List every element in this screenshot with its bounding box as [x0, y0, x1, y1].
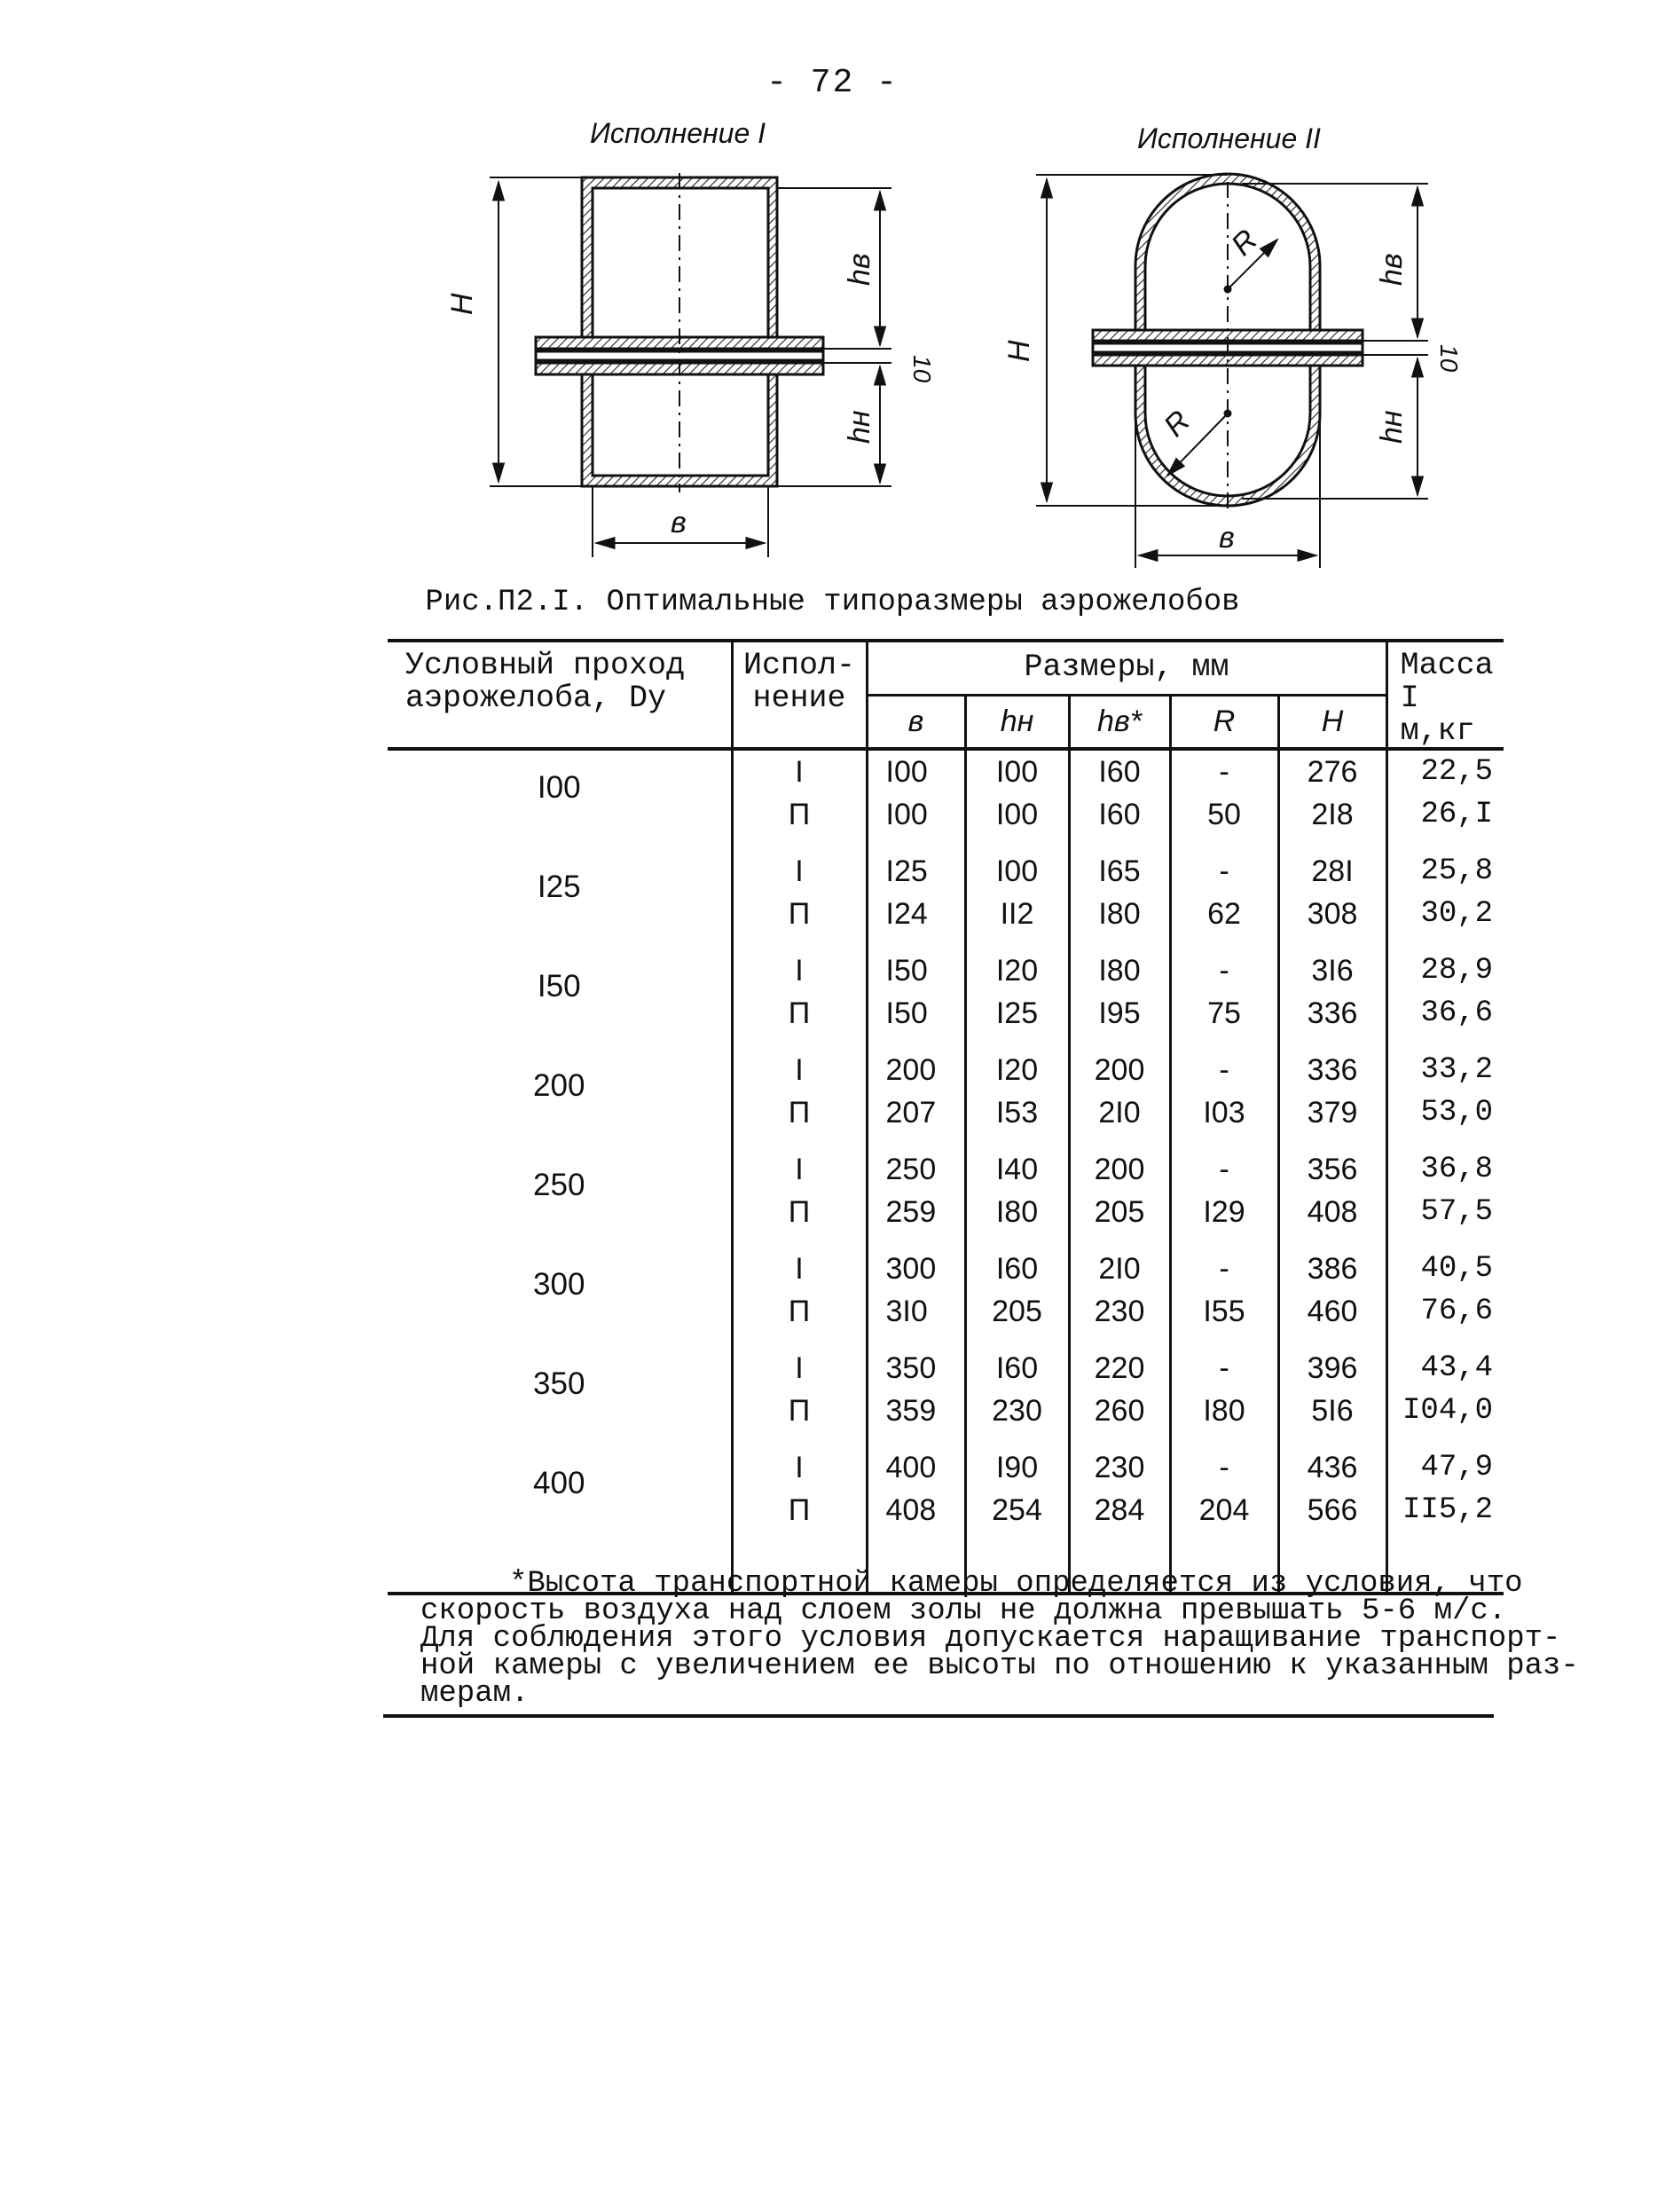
b-cell: 408: [867, 1489, 965, 1531]
footnote-line-1: *Высота транспортной камеры определяется из условия, что: [509, 1567, 1523, 1601]
version-cell: I: [732, 1446, 867, 1489]
h-cell: 2I8: [1278, 793, 1386, 836]
gap-cell: [732, 836, 867, 850]
v1-label-hn: hн: [843, 410, 876, 444]
b-cell: 3I0: [867, 1290, 965, 1333]
b-cell: I00: [867, 749, 965, 793]
header-r: R: [1170, 695, 1278, 749]
footnote: [420, 1567, 1579, 1711]
header-dy: [388, 641, 732, 749]
footnote-line-5: мерам.: [420, 1677, 530, 1711]
gap-cell: [965, 935, 1069, 949]
gap-cell: [388, 836, 732, 850]
mass-cell: 30,2: [1386, 893, 1504, 935]
hn-cell: I90: [965, 1446, 1069, 1489]
hn-cell: I80: [965, 1191, 1069, 1233]
h-cell: 386: [1278, 1248, 1386, 1290]
b-cell: I50: [867, 949, 965, 992]
b-cell: 300: [867, 1248, 965, 1290]
mass-cell: 25,8: [1386, 850, 1504, 893]
r-cell: 50: [1170, 793, 1278, 836]
h-cell: 3I6: [1278, 949, 1386, 992]
gap-cell: [1278, 836, 1386, 850]
mass-cell: 47,9: [1386, 1446, 1504, 1489]
table-row: [388, 949, 1504, 992]
hn-cell: 230: [965, 1389, 1069, 1432]
table-row: [388, 1049, 1504, 1091]
page-number: - 72 -: [766, 64, 899, 102]
hn-cell: I20: [965, 1049, 1069, 1091]
gap-cell: [388, 1333, 732, 1347]
gap-cell: [732, 1134, 867, 1148]
header-mass-line2: I м,кг: [1400, 680, 1475, 749]
dy-cell: I00: [537, 770, 581, 806]
version-cell: П: [732, 992, 867, 1035]
version-cell: I: [732, 1248, 867, 1290]
gap-cell: [965, 1432, 1069, 1446]
mass-cell: 76,6: [1386, 1290, 1504, 1333]
gap-cell: [1278, 1134, 1386, 1148]
gap-cell: [965, 1134, 1069, 1148]
table-row: [388, 850, 1504, 893]
v2-label-R-top: R: [1224, 223, 1265, 263]
b-cell: I50: [867, 992, 965, 1035]
dy-cell: I50: [537, 969, 581, 1004]
header-h: H: [1278, 695, 1386, 749]
version-cell: I: [732, 850, 867, 893]
hn-cell: I40: [965, 1148, 1069, 1191]
hv-cell: I80: [1069, 893, 1170, 935]
r-cell: 75: [1170, 992, 1278, 1035]
gap-cell: [732, 1035, 867, 1049]
mass-cell: 40,5: [1386, 1248, 1504, 1290]
r-cell: -: [1170, 1049, 1278, 1091]
h-cell: 396: [1278, 1347, 1386, 1389]
gap-cell: [1386, 836, 1504, 850]
gap-cell: [1170, 1134, 1278, 1148]
gap-cell: [1069, 836, 1170, 850]
row-gap: [388, 1333, 1504, 1347]
dy-cell: I25: [537, 870, 581, 905]
version-cell: I: [732, 1049, 867, 1091]
mass-cell: 33,2: [1386, 1049, 1504, 1091]
hn-cell: I53: [965, 1091, 1069, 1134]
mass-cell: 36,6: [1386, 992, 1504, 1035]
gap-cell: [1386, 1035, 1504, 1049]
r-cell: -: [1170, 1446, 1278, 1489]
header-version-line2: нение: [752, 680, 846, 716]
footnote-line-2: скорость воздуха над слоем золы не должна превышать 5-6 м/с.: [420, 1594, 1507, 1628]
hn-cell: I00: [965, 793, 1069, 836]
h-cell: 276: [1278, 749, 1386, 793]
version-cell: I: [732, 1148, 867, 1191]
variant-1-title: Исполнение I: [590, 117, 766, 149]
gap-cell: [1278, 1035, 1386, 1049]
gap-cell: [965, 836, 1069, 850]
h-cell: 566: [1278, 1489, 1386, 1531]
hn-cell: I60: [965, 1248, 1069, 1290]
gap-cell: [1170, 1233, 1278, 1248]
gap-cell: [732, 1333, 867, 1347]
mass-cell: 28,9: [1386, 949, 1504, 992]
row-gap: [388, 1432, 1504, 1446]
hv-cell: 284: [1069, 1489, 1170, 1531]
mass-cell: II5,2: [1386, 1489, 1504, 1531]
hv-cell: I80: [1069, 949, 1170, 992]
r-cell: -: [1170, 850, 1278, 893]
gap-cell: [1170, 1035, 1278, 1049]
b-cell: 259: [867, 1191, 965, 1233]
hv-cell: 2I0: [1069, 1091, 1170, 1134]
header-version: [732, 641, 867, 749]
h-cell: 336: [1278, 1049, 1386, 1091]
gap-cell: [388, 1134, 732, 1148]
table-row: [388, 1248, 1504, 1290]
gap-cell: [1386, 1333, 1504, 1347]
hv-cell: 260: [1069, 1389, 1170, 1432]
b-cell: I25: [867, 850, 965, 893]
variant-1-drawing: [490, 173, 891, 557]
gap-cell: [965, 1333, 1069, 1347]
dy-cell: 200: [533, 1068, 585, 1104]
mass-cell: 53,0: [1386, 1091, 1504, 1134]
sizes-table: [388, 639, 1504, 1595]
v2-label-b: в: [1219, 521, 1235, 555]
version-cell: I: [732, 1347, 867, 1389]
h-cell: 379: [1278, 1091, 1386, 1134]
footnote-line-4: ной камеры с увеличением ее высоты по отношению к указанным раз-: [420, 1649, 1579, 1683]
b-cell: I00: [867, 793, 965, 836]
dy-cell: 400: [533, 1466, 585, 1501]
hv-cell: I60: [1069, 793, 1170, 836]
r-cell: I03: [1170, 1091, 1278, 1134]
r-cell: 62: [1170, 893, 1278, 935]
gap-cell: [1170, 935, 1278, 949]
header-dimensions: Размеры, мм: [867, 641, 1386, 695]
gap-cell: [1278, 1432, 1386, 1446]
gap-cell: [1069, 935, 1170, 949]
v1-label-b: в: [671, 506, 687, 539]
dy-cell: 350: [533, 1366, 585, 1402]
gap-cell: [388, 935, 732, 949]
v2-label-H: H: [1002, 340, 1036, 362]
r-cell: -: [1170, 749, 1278, 793]
bottom-rule: [383, 1714, 1494, 1718]
row-gap: [388, 935, 1504, 949]
b-cell: 350: [867, 1347, 965, 1389]
gap-cell: [867, 1432, 965, 1446]
hn-cell: I60: [965, 1347, 1069, 1389]
gap-cell: [1069, 1432, 1170, 1446]
v2-label-10: 10: [1435, 344, 1463, 373]
gap-cell: [732, 1233, 867, 1248]
gap-cell: [388, 1035, 732, 1049]
mass-cell: 22,5: [1386, 749, 1504, 793]
hn-cell: I25: [965, 992, 1069, 1035]
footnote-line-3: Для соблюдения этого условия допускается наращивание транспорт-: [420, 1622, 1561, 1656]
version-cell: I: [732, 949, 867, 992]
gap-cell: [965, 1035, 1069, 1049]
r-cell: 204: [1170, 1489, 1278, 1531]
header-version-line1: Испол-: [742, 648, 856, 683]
mass-cell: 43,4: [1386, 1347, 1504, 1389]
hn-cell: II2: [965, 893, 1069, 935]
gap-cell: [1386, 1233, 1504, 1248]
r-cell: I55: [1170, 1290, 1278, 1333]
hv-cell: 230: [1069, 1290, 1170, 1333]
gap-cell: [1278, 1233, 1386, 1248]
b-cell: 250: [867, 1148, 965, 1191]
header-b: в: [867, 695, 965, 749]
version-cell: I: [732, 749, 867, 793]
version-cell: П: [732, 793, 867, 836]
version-cell: П: [732, 893, 867, 935]
table-body: [388, 749, 1504, 1594]
version-cell: П: [732, 1489, 867, 1531]
h-cell: 356: [1278, 1148, 1386, 1191]
v2-label-R-bottom: R: [1157, 404, 1198, 444]
table-row: [388, 1148, 1504, 1191]
hv-cell: 200: [1069, 1148, 1170, 1191]
gap-cell: [1386, 1432, 1504, 1446]
header-dy-line2: аэрожелоба, Dу: [405, 680, 667, 716]
header-mass: [1386, 641, 1504, 749]
r-cell: -: [1170, 1148, 1278, 1191]
table-row: [388, 1347, 1504, 1389]
variant-2-title: Исполнение II: [1137, 122, 1321, 154]
mass-cell: 26,I: [1386, 793, 1504, 836]
row-gap: [388, 836, 1504, 850]
h-cell: 436: [1278, 1446, 1386, 1489]
gap-cell: [867, 1134, 965, 1148]
gap-cell: [732, 1432, 867, 1446]
mass-cell: 36,8: [1386, 1148, 1504, 1191]
gap-cell: [867, 1035, 965, 1049]
gap-cell: [867, 836, 965, 850]
h-cell: 5I6: [1278, 1389, 1386, 1432]
hv-cell: 230: [1069, 1446, 1170, 1489]
dy-cell: 250: [533, 1168, 585, 1203]
aerochute-drawings: [0, 0, 1665, 586]
r-cell: I80: [1170, 1389, 1278, 1432]
gap-cell: [1069, 1134, 1170, 1148]
gap-cell: [732, 935, 867, 949]
r-cell: -: [1170, 949, 1278, 992]
gap-cell: [1278, 1333, 1386, 1347]
header-dy-line1: Условный проход: [405, 648, 686, 683]
version-cell: П: [732, 1389, 867, 1432]
gap-cell: [867, 1333, 965, 1347]
r-cell: -: [1170, 1248, 1278, 1290]
b-cell: 400: [867, 1446, 965, 1489]
h-cell: 408: [1278, 1191, 1386, 1233]
gap-cell: [1278, 935, 1386, 949]
table-row: [388, 749, 1504, 793]
table-header: [388, 641, 1504, 749]
r-cell: I29: [1170, 1191, 1278, 1233]
hv-cell: I95: [1069, 992, 1170, 1035]
hn-cell: I00: [965, 850, 1069, 893]
header-mass-line1: Масса: [1400, 648, 1494, 683]
v2-label-hv: hв: [1375, 253, 1409, 286]
gap-cell: [388, 1233, 732, 1248]
v1-label-H: H: [445, 293, 479, 315]
table-row: [388, 1446, 1504, 1489]
hv-cell: I60: [1069, 749, 1170, 793]
header-hn: hн: [965, 695, 1069, 749]
gap-cell: [388, 1432, 732, 1446]
v1-label-10: 10: [908, 355, 936, 383]
h-cell: 336: [1278, 992, 1386, 1035]
hv-cell: 220: [1069, 1347, 1170, 1389]
gap-cell: [965, 1233, 1069, 1248]
gap-cell: [1069, 1333, 1170, 1347]
hn-cell: I00: [965, 749, 1069, 793]
h-cell: 460: [1278, 1290, 1386, 1333]
gap-cell: [1069, 1233, 1170, 1248]
gap-cell: [867, 935, 965, 949]
hv-cell: 200: [1069, 1049, 1170, 1091]
row-gap: [388, 1233, 1504, 1248]
hv-cell: 2I0: [1069, 1248, 1170, 1290]
gap-cell: [1170, 836, 1278, 850]
row-gap: [388, 1134, 1504, 1148]
b-cell: 359: [867, 1389, 965, 1432]
mass-cell: I04,0: [1386, 1389, 1504, 1432]
figure-caption: Рис.П2.I. Оптимальные типоразмеры аэрожелобов: [425, 586, 1240, 619]
gap-cell: [1170, 1432, 1278, 1446]
v1-label-hv: hв: [843, 253, 876, 286]
b-cell: 200: [867, 1049, 965, 1091]
gap-cell: [1386, 935, 1504, 949]
hn-cell: 254: [965, 1489, 1069, 1531]
hn-cell: I20: [965, 949, 1069, 992]
hn-cell: 205: [965, 1290, 1069, 1333]
gap-cell: [1069, 1035, 1170, 1049]
version-cell: П: [732, 1191, 867, 1233]
header-hv: hв*: [1069, 695, 1170, 749]
h-cell: 28I: [1278, 850, 1386, 893]
variant-1-dimension-labels: [445, 253, 936, 539]
gap-cell: [867, 1233, 965, 1248]
version-cell: П: [732, 1091, 867, 1134]
mass-cell: 57,5: [1386, 1191, 1504, 1233]
gap-cell: [1386, 1134, 1504, 1148]
b-cell: 207: [867, 1091, 965, 1134]
hv-cell: 205: [1069, 1191, 1170, 1233]
hv-cell: I65: [1069, 850, 1170, 893]
h-cell: 308: [1278, 893, 1386, 935]
version-cell: П: [732, 1290, 867, 1333]
v2-label-hn: hн: [1375, 410, 1409, 444]
dy-cell: 300: [533, 1267, 585, 1303]
row-gap: [388, 1035, 1504, 1049]
gap-cell: [1170, 1333, 1278, 1347]
r-cell: -: [1170, 1347, 1278, 1389]
b-cell: I24: [867, 893, 965, 935]
